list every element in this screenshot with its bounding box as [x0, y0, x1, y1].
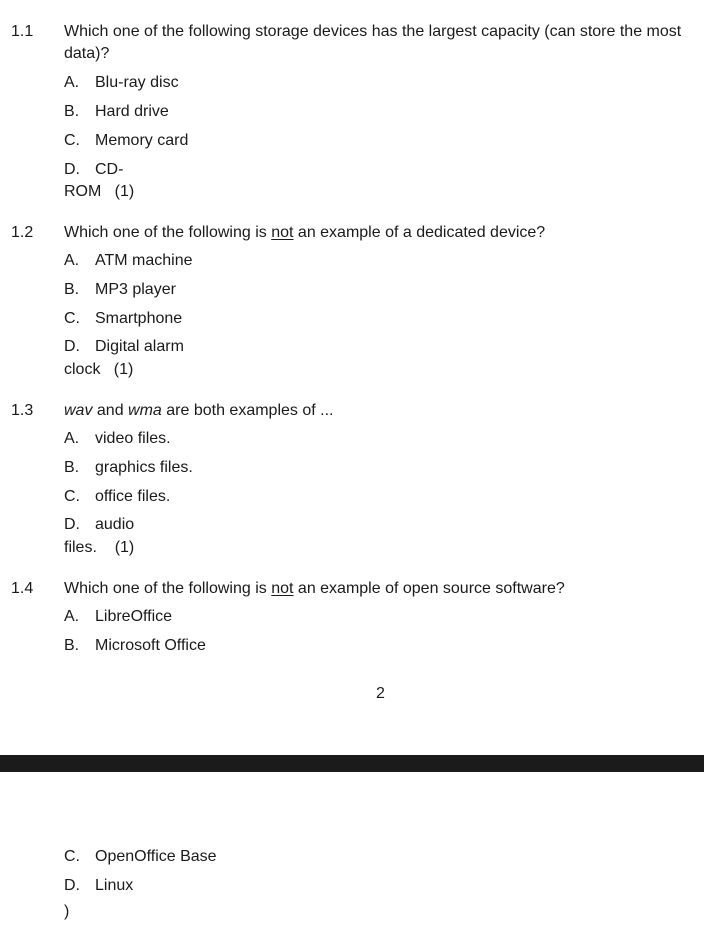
page-break-divider	[0, 755, 704, 772]
option-text: LibreOffice	[95, 608, 173, 625]
question-number: 1.1	[11, 23, 34, 40]
italic-term: wav	[64, 402, 93, 419]
option-text: Linux	[95, 877, 134, 894]
question-text-part: Which one of the following is	[64, 580, 272, 597]
option-letter: C.	[64, 310, 80, 327]
option-letter: B.	[64, 459, 80, 476]
option-letter: B.	[64, 637, 80, 654]
option-continuation	[64, 538, 134, 558]
continuation-text: ROM	[64, 183, 102, 200]
option-letter: C.	[64, 132, 80, 149]
question-text	[64, 223, 545, 243]
emphasis-underlined: not	[271, 224, 294, 241]
continuation-text: clock	[64, 361, 101, 378]
question-text-line-1: Which one of the following storage devices has the largest capacity (can store the most	[64, 23, 682, 40]
question-text-part: are both examples of ...	[161, 402, 334, 419]
option-letter: D.	[64, 161, 80, 178]
option-text: Memory card	[95, 132, 189, 149]
marks: (1)	[114, 183, 135, 200]
option-continuation	[64, 182, 134, 202]
question-text	[64, 401, 333, 421]
option-text: video files.	[95, 430, 171, 447]
option-text: graphics files.	[95, 459, 193, 476]
option-letter: D.	[64, 516, 80, 533]
question-text-part: an example of open source software?	[293, 580, 565, 597]
option-letter: D.	[64, 877, 80, 894]
option-letter: A.	[64, 430, 80, 447]
option-letter: A.	[64, 74, 80, 91]
option-letter: A.	[64, 252, 80, 269]
question-number: 1.4	[11, 580, 34, 597]
option-text: ATM machine	[95, 252, 193, 269]
option-letter: A.	[64, 608, 80, 625]
question-text-part: an example of a dedicated device?	[293, 224, 546, 241]
question-number: 1.3	[11, 402, 34, 419]
option-letter: B.	[64, 281, 80, 298]
option-text: Smartphone	[95, 310, 183, 327]
question-number: 1.2	[11, 224, 34, 241]
marks: (1)	[113, 361, 134, 378]
option-letter: C.	[64, 848, 80, 865]
italic-term: wma	[128, 402, 162, 419]
marks: (1)	[114, 539, 135, 556]
option-letter: C.	[64, 488, 80, 505]
option-text: office files.	[95, 488, 171, 505]
option-text: CD-	[95, 161, 124, 178]
trailing-parenthesis: )	[64, 903, 70, 920]
option-text: MP3 player	[95, 281, 176, 298]
option-continuation	[64, 360, 133, 380]
option-letter: D.	[64, 338, 80, 355]
option-letter: B.	[64, 103, 80, 120]
option-text: Digital alarm	[95, 338, 184, 355]
continuation-text: files.	[64, 539, 97, 556]
option-text: OpenOffice Base	[95, 848, 217, 865]
option-text: Microsoft Office	[95, 637, 206, 654]
question-text-part: and	[92, 402, 129, 419]
option-text: audio	[95, 516, 135, 533]
option-text: Hard drive	[95, 103, 169, 120]
emphasis-underlined: not	[271, 580, 294, 597]
question-text-line-2: data)?	[64, 45, 110, 62]
question-text	[64, 579, 565, 599]
question-text-part: Which one of the following is	[64, 224, 272, 241]
page-number: 2	[376, 685, 385, 702]
option-text: Blu-ray disc	[95, 74, 179, 91]
